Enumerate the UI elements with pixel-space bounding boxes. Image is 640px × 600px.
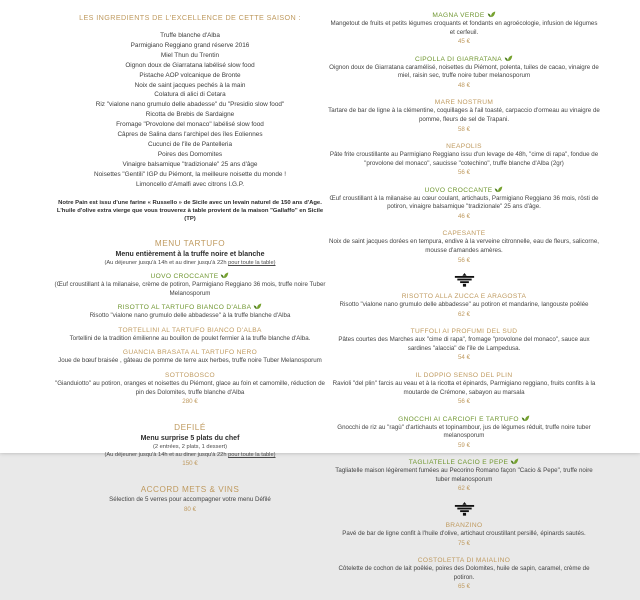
menu-price: 150 € xyxy=(182,460,198,468)
section-title: DEFILÉ xyxy=(174,423,206,433)
dish-price: 56 € xyxy=(457,256,471,264)
section-title: ACCORD METS & VINS xyxy=(140,485,240,495)
menu-tartufo-section xyxy=(52,239,328,406)
menu-item xyxy=(328,556,600,591)
menu-item xyxy=(328,229,600,264)
right-column xyxy=(328,0,600,600)
section-subtitle: Menu surprise 5 plats du chef xyxy=(140,435,240,443)
dish-price: 58 € xyxy=(457,125,471,133)
service-note xyxy=(52,451,328,459)
dish-desc: Tartare de bar de ligne à la clémentine, coquillages à l'ail toasté, carpaccio d'ormeau au vinaigre de pomme, fleurs de sel de Trapani. xyxy=(328,107,600,123)
dish-desc: Risotto "vialone nano grumulo delle abbadesse" à la truffe blanche d'Alba xyxy=(89,312,291,320)
dish-desc: Noix de saint jacques dorées en tempura, endive à la verveine citronnelle, eau de fleurs, salicorne, mousse d'amandes amères. xyxy=(329,238,599,255)
dish-desc: "Gianduiotto" au potiron, oranges et noisettes du Piémont, glace au foin et camomille, réduction de pin des Dolomites, truffe blanche d'Alba xyxy=(55,380,325,396)
leaf-icon xyxy=(510,458,519,465)
dish-name xyxy=(328,11,600,20)
dish-name-text: TAGLIATELLE CACIO E PEPE xyxy=(408,459,509,467)
dish-desc: Pâtes courtes des Marches aux "cime di rapa", fromage "provolone del monaco", sauce aux sardines "alaccia" de l'île de Lampedusa. xyxy=(338,336,590,352)
menu-item xyxy=(328,292,600,319)
menu-item xyxy=(328,55,600,90)
service-note-underline: pour toute la table) xyxy=(228,260,276,267)
dish-name: RISOTTO ALLA ZUCCA E ARAGOSTA xyxy=(401,293,527,301)
dish-name: MARE NOSTRUM xyxy=(434,99,494,107)
dish-name-text: MAGNA VERDE xyxy=(432,12,485,19)
dish-name: SOTTOBOSCO xyxy=(165,372,215,380)
list-item: Miel Thun du Trentin xyxy=(160,51,220,59)
dish-desc: Joue de bœuf braisée , gâteau de pomme de terre aux herbes, truffe noire Tuber Melanosporum xyxy=(58,357,322,365)
leaf-icon xyxy=(504,55,513,62)
list-item: Fromage "Provolone del monaco" labélisé slow food xyxy=(116,121,264,129)
accord-section xyxy=(52,485,328,514)
menu-item xyxy=(328,371,600,406)
dish-price: 56 € xyxy=(457,169,471,177)
dish-name xyxy=(328,55,600,64)
course xyxy=(52,272,328,298)
service-note-underline: pour toute la table) xyxy=(228,452,276,459)
list-item: Câpres de Salina dans l'archipel des îles Eoliennes xyxy=(117,131,263,139)
dish-desc: Pâte frite croustillante au Parmigiano Reggiano issu d'un levage de 48h, "cime di rapa", fondue de "provolone del monaco", saucisse "cotechino", truffe blanche d'Alba (2gr) xyxy=(329,151,599,167)
dish-name: GUANCIA BRASATA AL TARTUFO NERO xyxy=(122,349,258,357)
dish-desc: Risotto "vialone nano grumulo delle abbadesse" au potiron et mandarine, langouste poêlée xyxy=(339,301,589,309)
dish-price: 56 € xyxy=(457,398,471,406)
menu-price: 280 € xyxy=(182,398,198,406)
dish-name xyxy=(328,186,600,195)
course xyxy=(52,348,328,366)
dish-name: NEAPOLIS xyxy=(446,143,482,151)
menu-item xyxy=(328,142,600,177)
menu-item xyxy=(328,458,600,493)
list-item: Ricotta de Brebis de Sardaigne xyxy=(145,111,235,119)
menu-item xyxy=(328,521,600,548)
dish-name xyxy=(52,272,328,281)
dish-name-text: RISOTTO AL TARTUFO BIANCO D'ALBA xyxy=(117,304,252,312)
ingredients-title: LES INGREDIENTS DE L'EXCELLENCE DE CETTE SAISON : xyxy=(79,13,301,22)
dish-name xyxy=(328,415,600,424)
accord-desc: Sélection de 5 verres pour accompagner votre menu Défilé xyxy=(109,496,271,504)
dish-name: IL DOPPIO SENSO DEL PLIN xyxy=(415,371,513,379)
course xyxy=(52,371,328,406)
dish-name xyxy=(52,303,328,312)
list-item: Pistache AOP volcanique de Bronte xyxy=(139,71,241,79)
dish-name: BRANZINO xyxy=(445,521,483,529)
list-item: Parmigiano Reggiano grand réserve 2016 xyxy=(130,41,250,49)
menu-item xyxy=(328,327,600,362)
dish-name: COSTOLETTA DI MAIALINO xyxy=(417,557,511,565)
dish-desc: Œuf croustillant à la milanaise au cœur coulant, artichauts, Parmigiano Reggiano 36 mois, rösti de potiron, vinaigre balsamique "tradizionale" 25 ans d'âge. xyxy=(329,194,599,211)
dish-desc: Ravioli "del plin" farcis au veau et à la ricotta et épinards, Parmigiano reggiano, fruits confits à la moutarde de Crémone, sabayon au marsala xyxy=(332,379,596,396)
bread-note: Notre Pain est issu d'une farine « Russello » de Sicile avec un levain naturel de 150 ans d'Age. xyxy=(58,199,322,206)
dish-desc: (Œuf croustillant à la milanaise, crème de potiron, Parmigiano Reggiano 36 mois, truffe noire Tuber Melanosporum xyxy=(54,281,326,297)
dish-desc: Pavé de bar de ligne confit à l'huile d'olive, artichaut croustillant persillé, épinards sautés. xyxy=(342,529,586,537)
dish-price: 62 € xyxy=(457,485,471,493)
olive-oil-note: L'huile d'olive extra vierge que vous trouverez à table provient de la maison "Gallaffo" en Sicile (TP) xyxy=(56,207,324,222)
dish-name-text: UOVO CROCCANTE xyxy=(150,273,219,281)
dish-name: CAPESANTE xyxy=(442,230,486,238)
list-item: Vinaigre balsamique "tradizionale" 25 ans d'âge xyxy=(122,160,258,168)
armani-eagle-icon xyxy=(328,273,600,287)
dish-price: 59 € xyxy=(457,441,471,449)
left-column xyxy=(52,0,328,514)
section-subtitle: Menu entièrement à la truffe noire et blanche xyxy=(115,251,265,259)
leaf-icon xyxy=(220,272,229,279)
list-item: Cucunci de l'île de Pantelleria xyxy=(148,140,232,148)
service-note-text: (Au déjeuner jusqu'à 14h et au diner jusqu'à 22h xyxy=(104,260,229,267)
list-item: Noisettes "Gentili" IGP du Piémont, la meilleure noisette du monde ! xyxy=(94,170,286,178)
dish-name: TORTELLINI AL TARTUFO BIANCO D'ALBA xyxy=(118,326,262,334)
list-item: Oignon doux de Giarratana labélisé slow food xyxy=(125,61,255,69)
dish-desc: Mangetout de fruits et petits légumes croquants et fondants en agroécologie, infusion de légumes et cerfeuil. xyxy=(330,20,598,36)
dish-desc: Côtelette de cochon de lait poêlée, poires des Dolomites, huile de sapin, caramel, crème de potiron. xyxy=(338,565,590,581)
dish-price: 54 € xyxy=(457,354,471,362)
dish-name xyxy=(328,458,600,467)
defile-section xyxy=(52,423,328,468)
list-item: Poires des Domomites xyxy=(157,150,223,158)
leaf-icon xyxy=(253,303,262,310)
dish-desc: Tagliatelle maison légèrement fumées au Pecorino Romano façon "Cacio & Pepe", truffe noire tuber melanosporum xyxy=(335,467,593,483)
list-item: Colatura di alici di Cetara xyxy=(154,91,226,99)
armani-eagle-icon xyxy=(328,502,600,516)
dish-desc: Tortellini de la tradition émilienne au bouillon de poulet fermier à la truffe blanche d'Alba. xyxy=(69,334,311,342)
menu-price: 80 € xyxy=(183,505,197,513)
menu-item xyxy=(328,186,600,221)
ingredients-list xyxy=(52,31,328,190)
leaf-icon xyxy=(521,415,530,422)
dish-desc: Gnocchi de riz au "ragù" d'artichauts et topinambour, jus de légumes réduit, truffe noire tuber melanosporum xyxy=(337,423,591,440)
course xyxy=(52,303,328,321)
dish-price: 45 € xyxy=(457,38,471,46)
leaf-icon xyxy=(487,11,496,18)
dish-price: 75 € xyxy=(457,539,471,547)
dish-price: 46 € xyxy=(457,212,471,220)
section-title: MENU TARTUFO xyxy=(154,239,226,249)
dish-name-text: CIPOLLA DI GIARRATANA xyxy=(415,55,502,63)
dish-price: 65 € xyxy=(457,583,471,591)
dish-name-text: UOVO CROCCANTE xyxy=(424,186,493,194)
composition-note: (2 entrées, 2 plats, 1 dessert) xyxy=(153,444,227,451)
dish-desc: Oignon doux de Giarratana caramélisé, noisettes du Piémont, polenta, tuiles de cacao, vinaigre de miel, raisin sec, truffe noire tuber melanosporum xyxy=(329,63,599,80)
leaf-icon xyxy=(494,186,503,193)
menu-item xyxy=(328,415,600,450)
list-item: Limoncello d'Amalfi avec citrons I.G.P. xyxy=(135,180,244,188)
dish-price: 62 € xyxy=(457,310,471,318)
service-note-text: (Au déjeuner jusqu'à 14h et au diner jusqu'à 22h xyxy=(104,452,229,459)
dish-price: 48 € xyxy=(457,81,471,89)
list-item: Riz "vialone nano grumulo delle abadesse" du "Presidio slow food" xyxy=(95,101,285,109)
service-note xyxy=(52,259,328,267)
menu-item xyxy=(328,98,600,133)
list-item: Truffe blanche d'Alba xyxy=(160,32,220,39)
dish-name: TUFFOLI AI PROFUMI DEL SUD xyxy=(410,328,518,336)
dish-name-text: GNOCCHI AI CARCIOFI E TARTUFO xyxy=(398,415,519,423)
bread-oil-notes xyxy=(52,199,328,224)
menu-item xyxy=(328,11,600,46)
list-item: Noix de saint jacques pechés à la main xyxy=(134,81,246,89)
course xyxy=(52,326,328,344)
